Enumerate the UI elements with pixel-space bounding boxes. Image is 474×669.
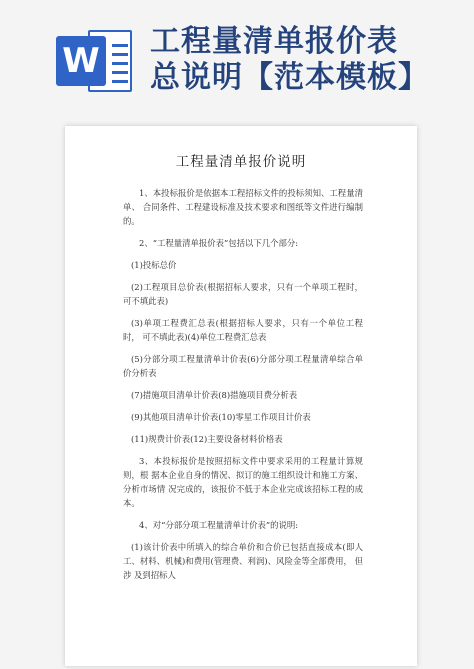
document-body [123, 186, 363, 590]
paragraph-table-notes: 4、对“分部分项工程量清单计价表”的说明: [139, 520, 299, 530]
list-item: (7)措施项目清单计价表(8)措施项目费分析表 [131, 390, 298, 400]
list-item: (5)分部分项工程量清单计价表(6)分部分项工程量清单综合单价分析表 [123, 354, 363, 378]
list-item: (1)投标总价 [131, 260, 177, 270]
word-letter: W [62, 41, 100, 81]
list-item: (3)单项工程费汇总表(根据招标人要求，只有一个单位工程时， 可不填此表)(4)单位工程费汇总表 [123, 318, 363, 342]
paragraph-pricing-method: 3、本投标报价是按照招标文件中要求采用的工程量计算规则，根 据本企业自身的情况、拟订的施工组织设计和施工方案、分析市场情 况完成的，该报价不低于本企业完成该招标工程的成本。 [123, 456, 363, 508]
word-document-icon [56, 30, 136, 94]
list-item: (11)规费计价表(12)主要设备材料价格表 [131, 434, 283, 444]
banner-title-line-2: 总说明【范本模板】 [150, 60, 429, 95]
document-title: 工程量清单报价说明 [175, 154, 307, 170]
list-item: (2)工程项目总价表(根据招标人要求，只有一个单项工程时， 可不填此表) [123, 282, 363, 306]
list-item: (9)其他项目清单计价表(10)零星工作项目计价表 [131, 412, 311, 422]
header-banner [0, 0, 474, 115]
banner-title [150, 24, 470, 96]
paragraph-basis: 1、本投标报价是依据本工程招标文件的投标须知、工程量清单、 合同条件、工程建设标准及技术要求和图纸等文件进行编制的。 [123, 188, 363, 226]
paragraph-contents: 2、“工程量清单报价表”包括以下几个部分: [139, 238, 299, 248]
list-item: (1)该计价表中所填入的综合单价和合价已包括直接成本(即人 工、材料、机械)和费用(管理费、利润)、风险金等全部费用， 但涉 及到招标人 [123, 542, 363, 580]
banner-title-line-1: 工程量清单报价表 [150, 24, 398, 59]
document-page [65, 126, 417, 666]
